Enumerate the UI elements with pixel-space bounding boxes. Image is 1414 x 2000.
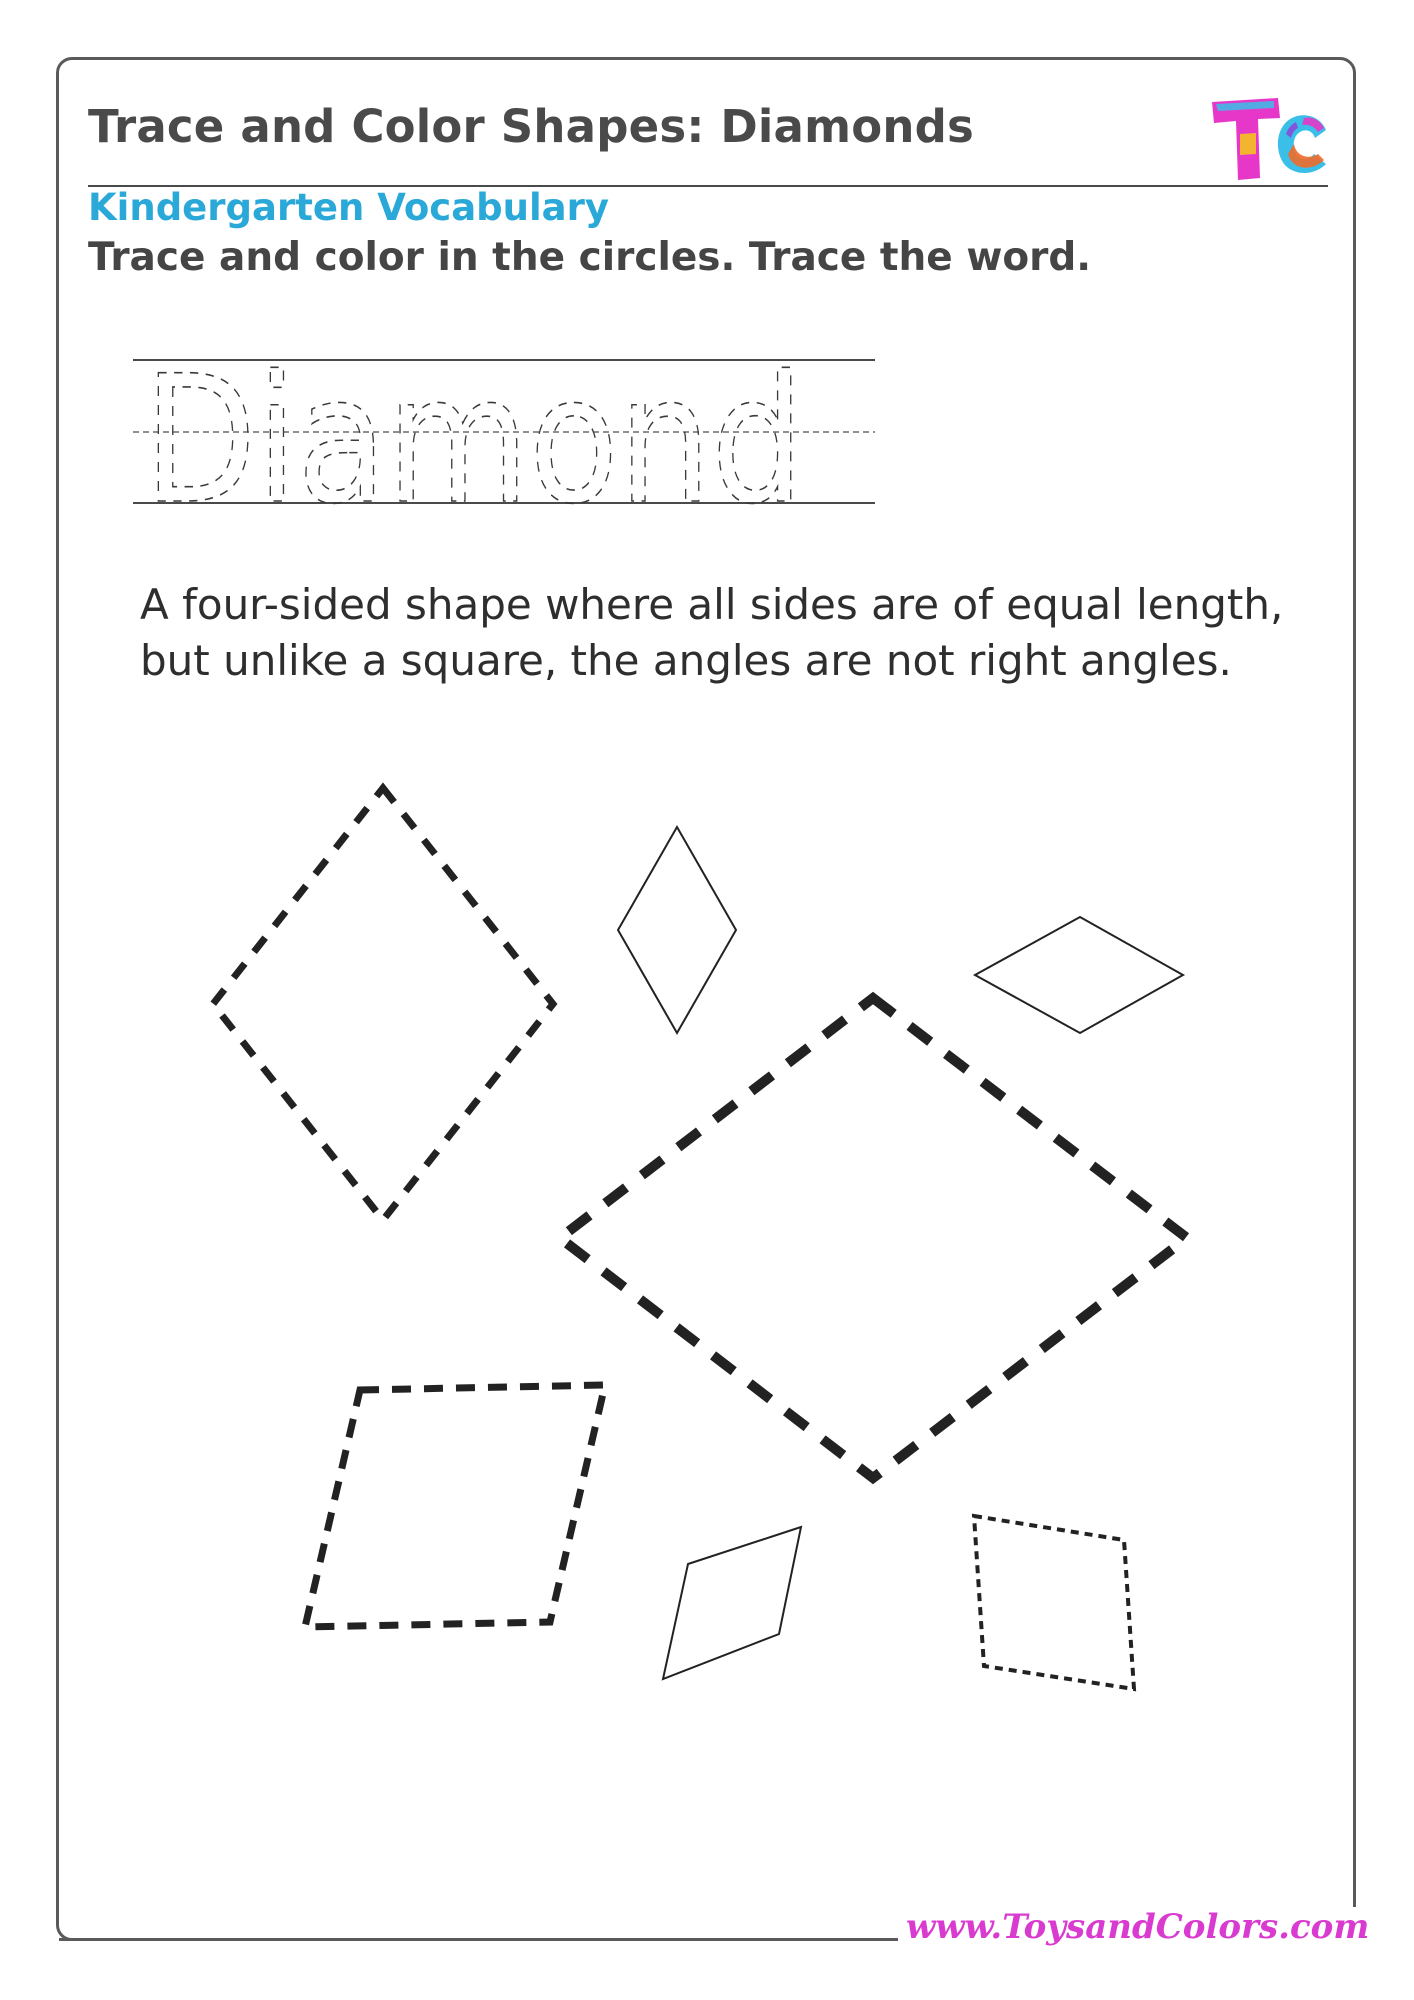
page-title: Trace and Color Shapes: Diamonds	[88, 100, 974, 153]
diamond-thin-vertical[interactable]	[618, 827, 736, 1033]
rhombus-bottom-left[interactable]	[305, 1385, 605, 1627]
definition-line-2: but unlike a square, the angles are not right angles.	[140, 636, 1232, 685]
subtitle: Kindergarten Vocabulary	[88, 186, 609, 229]
footer-website-link[interactable]: www.ToysandColors.com	[898, 1907, 1377, 1947]
diamond-large-upper-left[interactable]	[213, 788, 553, 1220]
rhombus-dotted-bottom-right[interactable]	[974, 1516, 1134, 1689]
instructions: Trace and color in the circles. Trace the word.	[88, 235, 1092, 280]
diamond-flat-right[interactable]	[975, 917, 1183, 1033]
trace-word[interactable]: Diamond	[144, 355, 804, 505]
rhombus-small-bottom-center[interactable]	[663, 1527, 801, 1679]
diamond-large-center[interactable]	[560, 998, 1187, 1478]
footer-rule-left	[59, 1938, 899, 1941]
definition-line-1: A four-sided shape where all sides are of equal length,	[140, 580, 1284, 629]
